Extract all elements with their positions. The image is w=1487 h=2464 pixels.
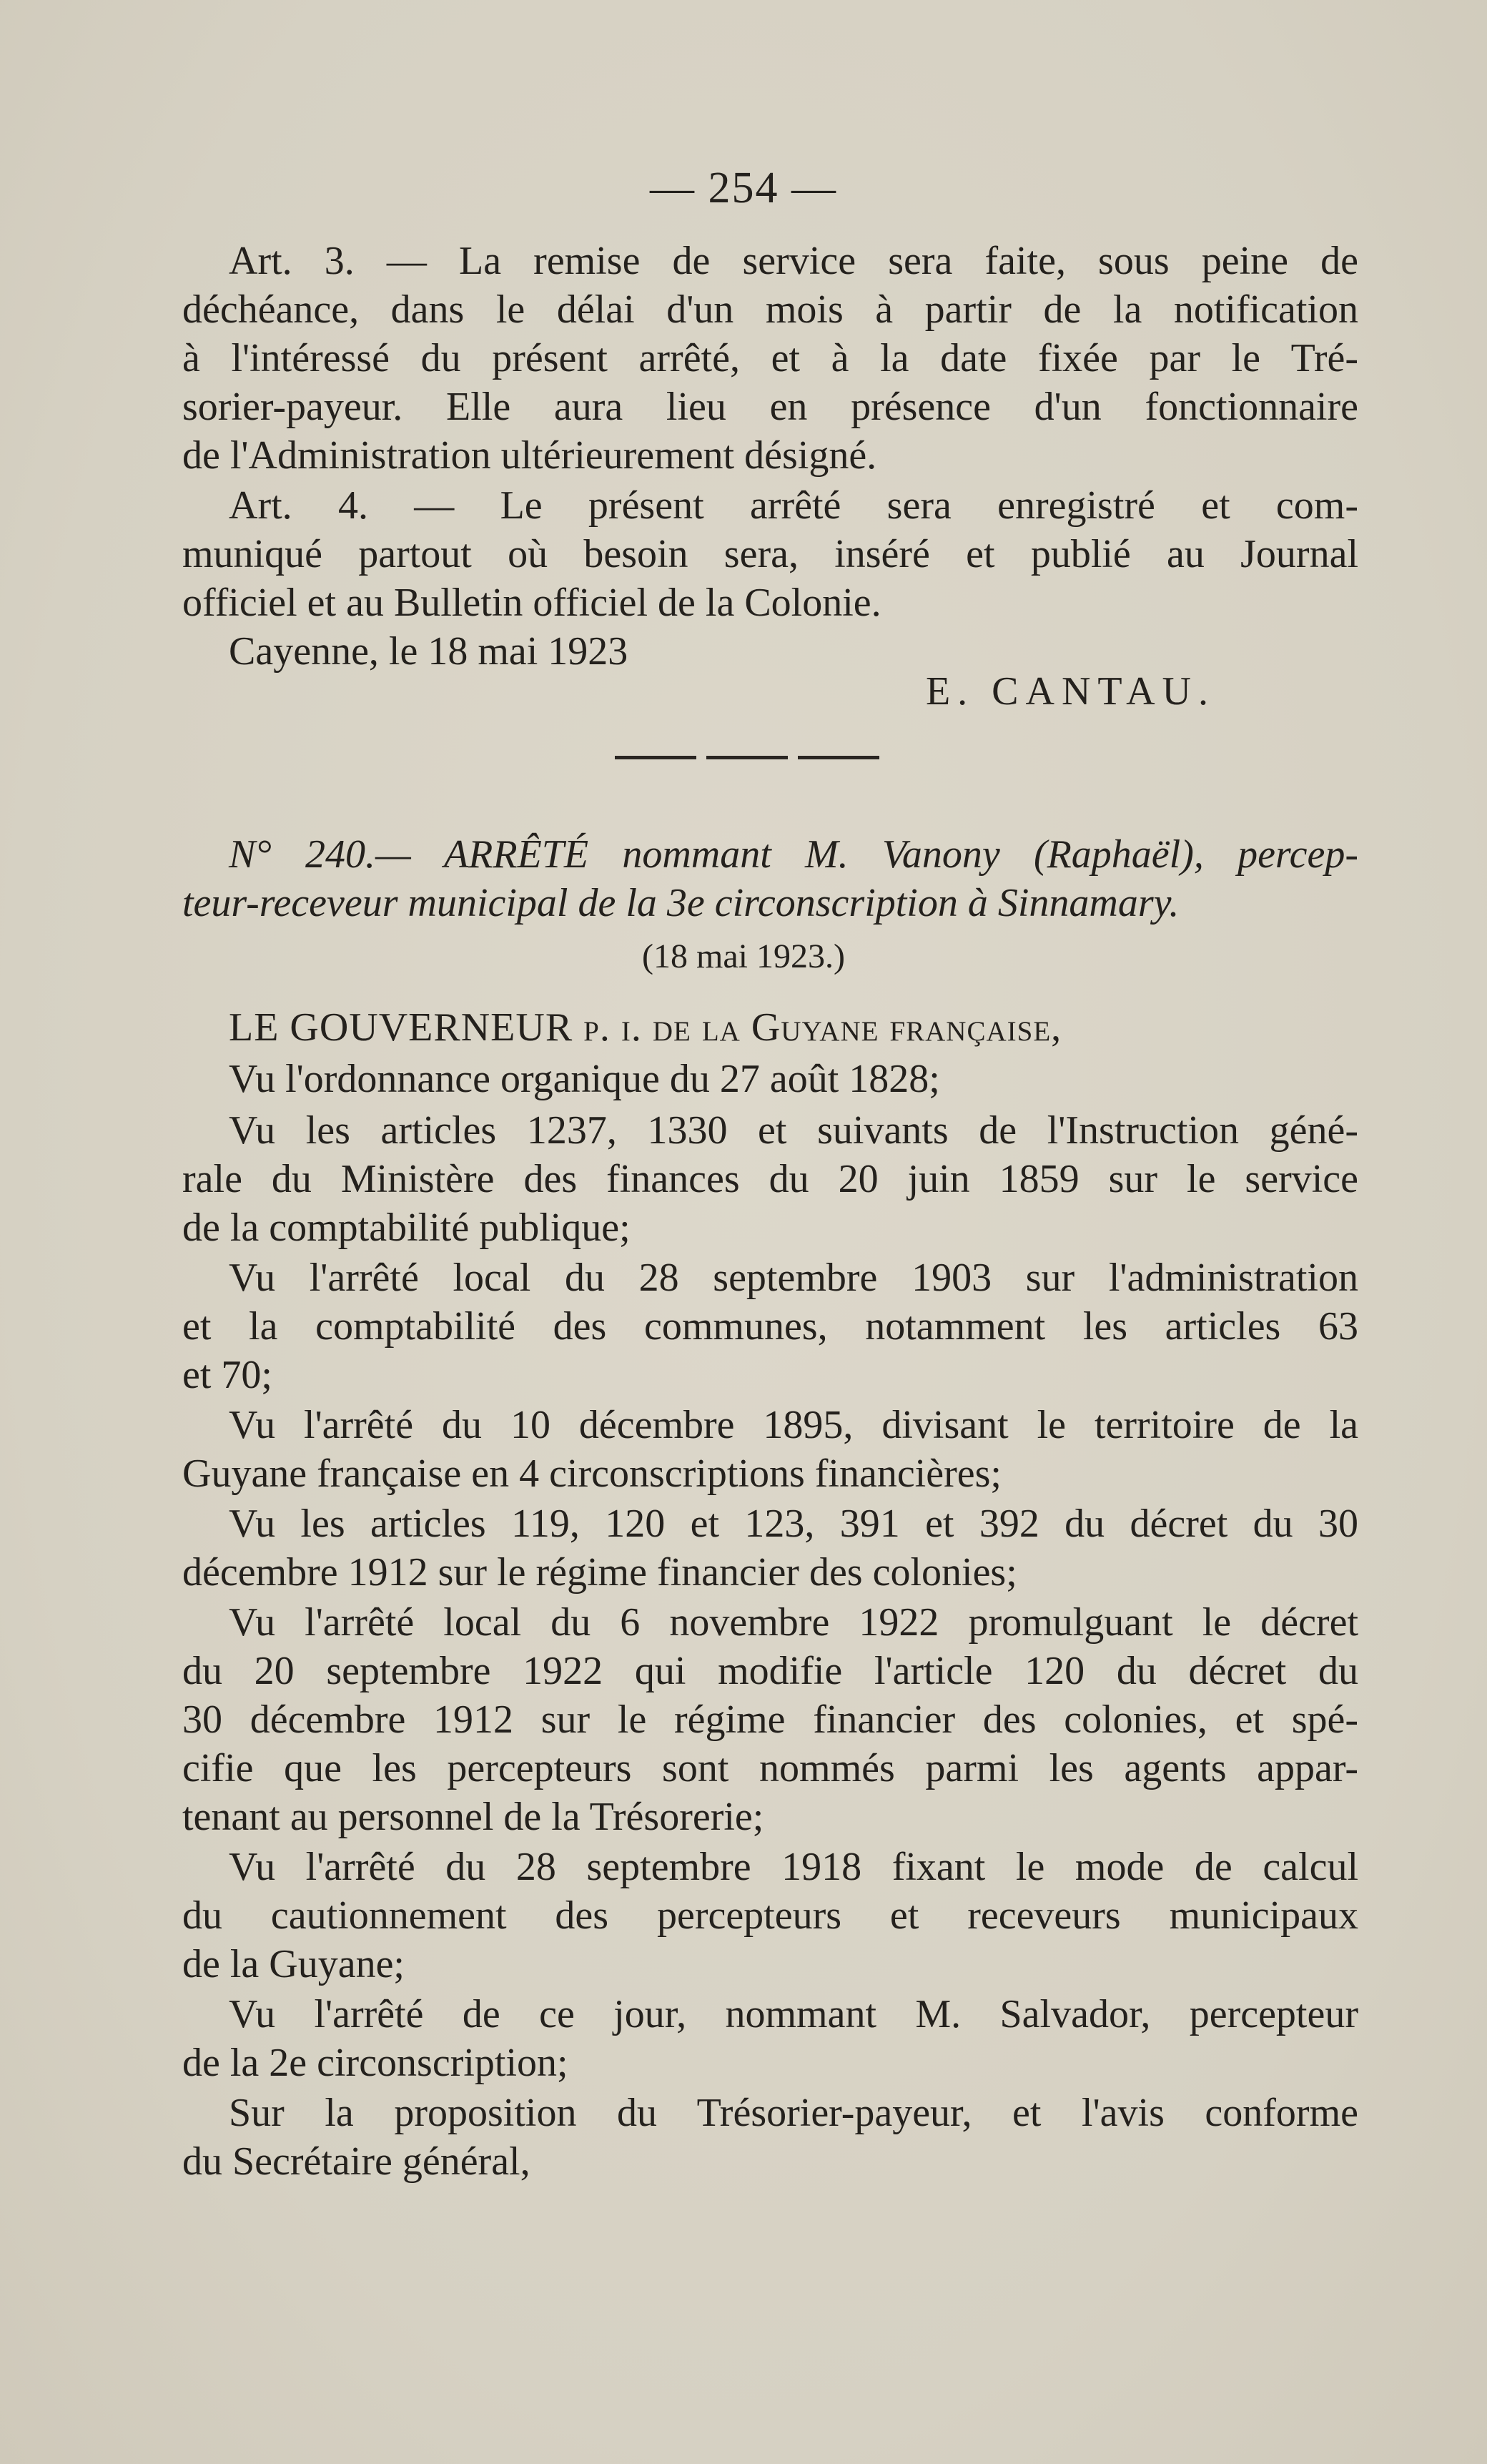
body-line-2: Vu l'ordonnance organique du 27 août 1828;: [229, 1057, 940, 1101]
body-line-12: décembre 1912 sur le régime financier des colonies;: [182, 1550, 1017, 1595]
body-line-22: de la 2e circonscription;: [182, 2041, 568, 2085]
governor-title: LE GOUVERNEUR p. i. de la Guyane française,: [229, 1005, 1062, 1050]
art3-line-1: Art. 3. — La remise de service sera faite, sous peine de: [229, 239, 1358, 283]
body-line-9: Vu l'arrêté du 10 décembre 1895, divisant le territoire de la: [229, 1403, 1358, 1447]
art4-line-3: officiel et au Bulletin officiel de la Colonie.: [182, 581, 881, 625]
body-line-16: cifie que les percepteurs sont nommés parmi les agents appar-: [182, 1746, 1358, 1790]
body-line-13: Vu l'arrêté local du 6 novembre 1922 promulguant le décret: [229, 1600, 1358, 1645]
body-line-4: rale du Ministère des finances du 20 juin 1859 sur le service: [182, 1157, 1358, 1201]
body-line-21: Vu l'arrêté de ce jour, nommant M. Salvador, percepteur: [229, 1992, 1358, 2036]
section-divider: [615, 756, 879, 760]
body-line-24: du Secrétaire général,: [182, 2139, 530, 2184]
signature: E. CANTAU.: [925, 669, 1215, 714]
body-line-10: Guyane française en 4 circonscriptions financières;: [182, 1452, 1002, 1496]
art4-line-2: muniqué partout où besoin sera, inséré et publié au Journal: [182, 532, 1358, 576]
decree-heading-line-1: N° 240.— ARRÊTÉ nommant M. Vanony (Raphaël), percep-: [229, 832, 1358, 877]
body-line-14: du 20 septembre 1922 qui modifie l'article 120 du décret du: [182, 1649, 1358, 1693]
governor-line: [182, 1002, 1358, 1053]
decree-heading-line-2: teur-receveur municipal de la 3e circonscription à Sinnamary.: [182, 881, 1180, 925]
place-date: Cayenne, le 18 mai 1923: [229, 629, 628, 674]
body-line-5: de la comptabilité publique;: [182, 1206, 631, 1250]
body-line-18: Vu l'arrêté du 28 septembre 1918 fixant le mode de calcul: [229, 1845, 1358, 1889]
body-line-15: 30 décembre 1912 sur le régime financier des colonies, et spé-: [182, 1697, 1358, 1742]
body-line-19: du cautionnement des percepteurs et receveurs municipaux: [182, 1893, 1358, 1938]
art3-line-2: déchéance, dans le délai d'un mois à partir de la notification: [182, 287, 1358, 332]
body-line-11: Vu les articles 119, 120 et 123, 391 et 392 du décret du 30: [229, 1502, 1358, 1546]
body-line-17: tenant au personnel de la Trésorerie;: [182, 1795, 764, 1839]
art3-line-5: de l'Administration ultérieurement désigné.: [182, 433, 877, 478]
body-line-3: Vu les articles 1237, 1330 et suivants de l'Instruction géné-: [229, 1108, 1358, 1153]
page-number: — 254 —: [650, 164, 837, 212]
decree-date: (18 mai 1923.): [642, 937, 845, 975]
body-line-6: Vu l'arrêté local du 28 septembre 1903 sur l'administration: [229, 1256, 1358, 1300]
body-line-20: de la Guyane;: [182, 1942, 405, 1986]
art3-line-3: à l'intéressé du présent arrêté, et à la date fixée par le Tré-: [182, 336, 1358, 380]
art4-line-1: Art. 4. — Le présent arrêté sera enregistré et com-: [229, 483, 1358, 528]
body-line-8: et 70;: [182, 1353, 272, 1397]
body-line-23: Sur la proposition du Trésorier-payeur, et l'avis conforme: [229, 2091, 1358, 2135]
art3-line-4: sorier-payeur. Elle aura lieu en présence d'un fonctionnaire: [182, 385, 1358, 429]
body-line-7: et la comptabilité des communes, notamment les articles 63: [182, 1304, 1358, 1349]
